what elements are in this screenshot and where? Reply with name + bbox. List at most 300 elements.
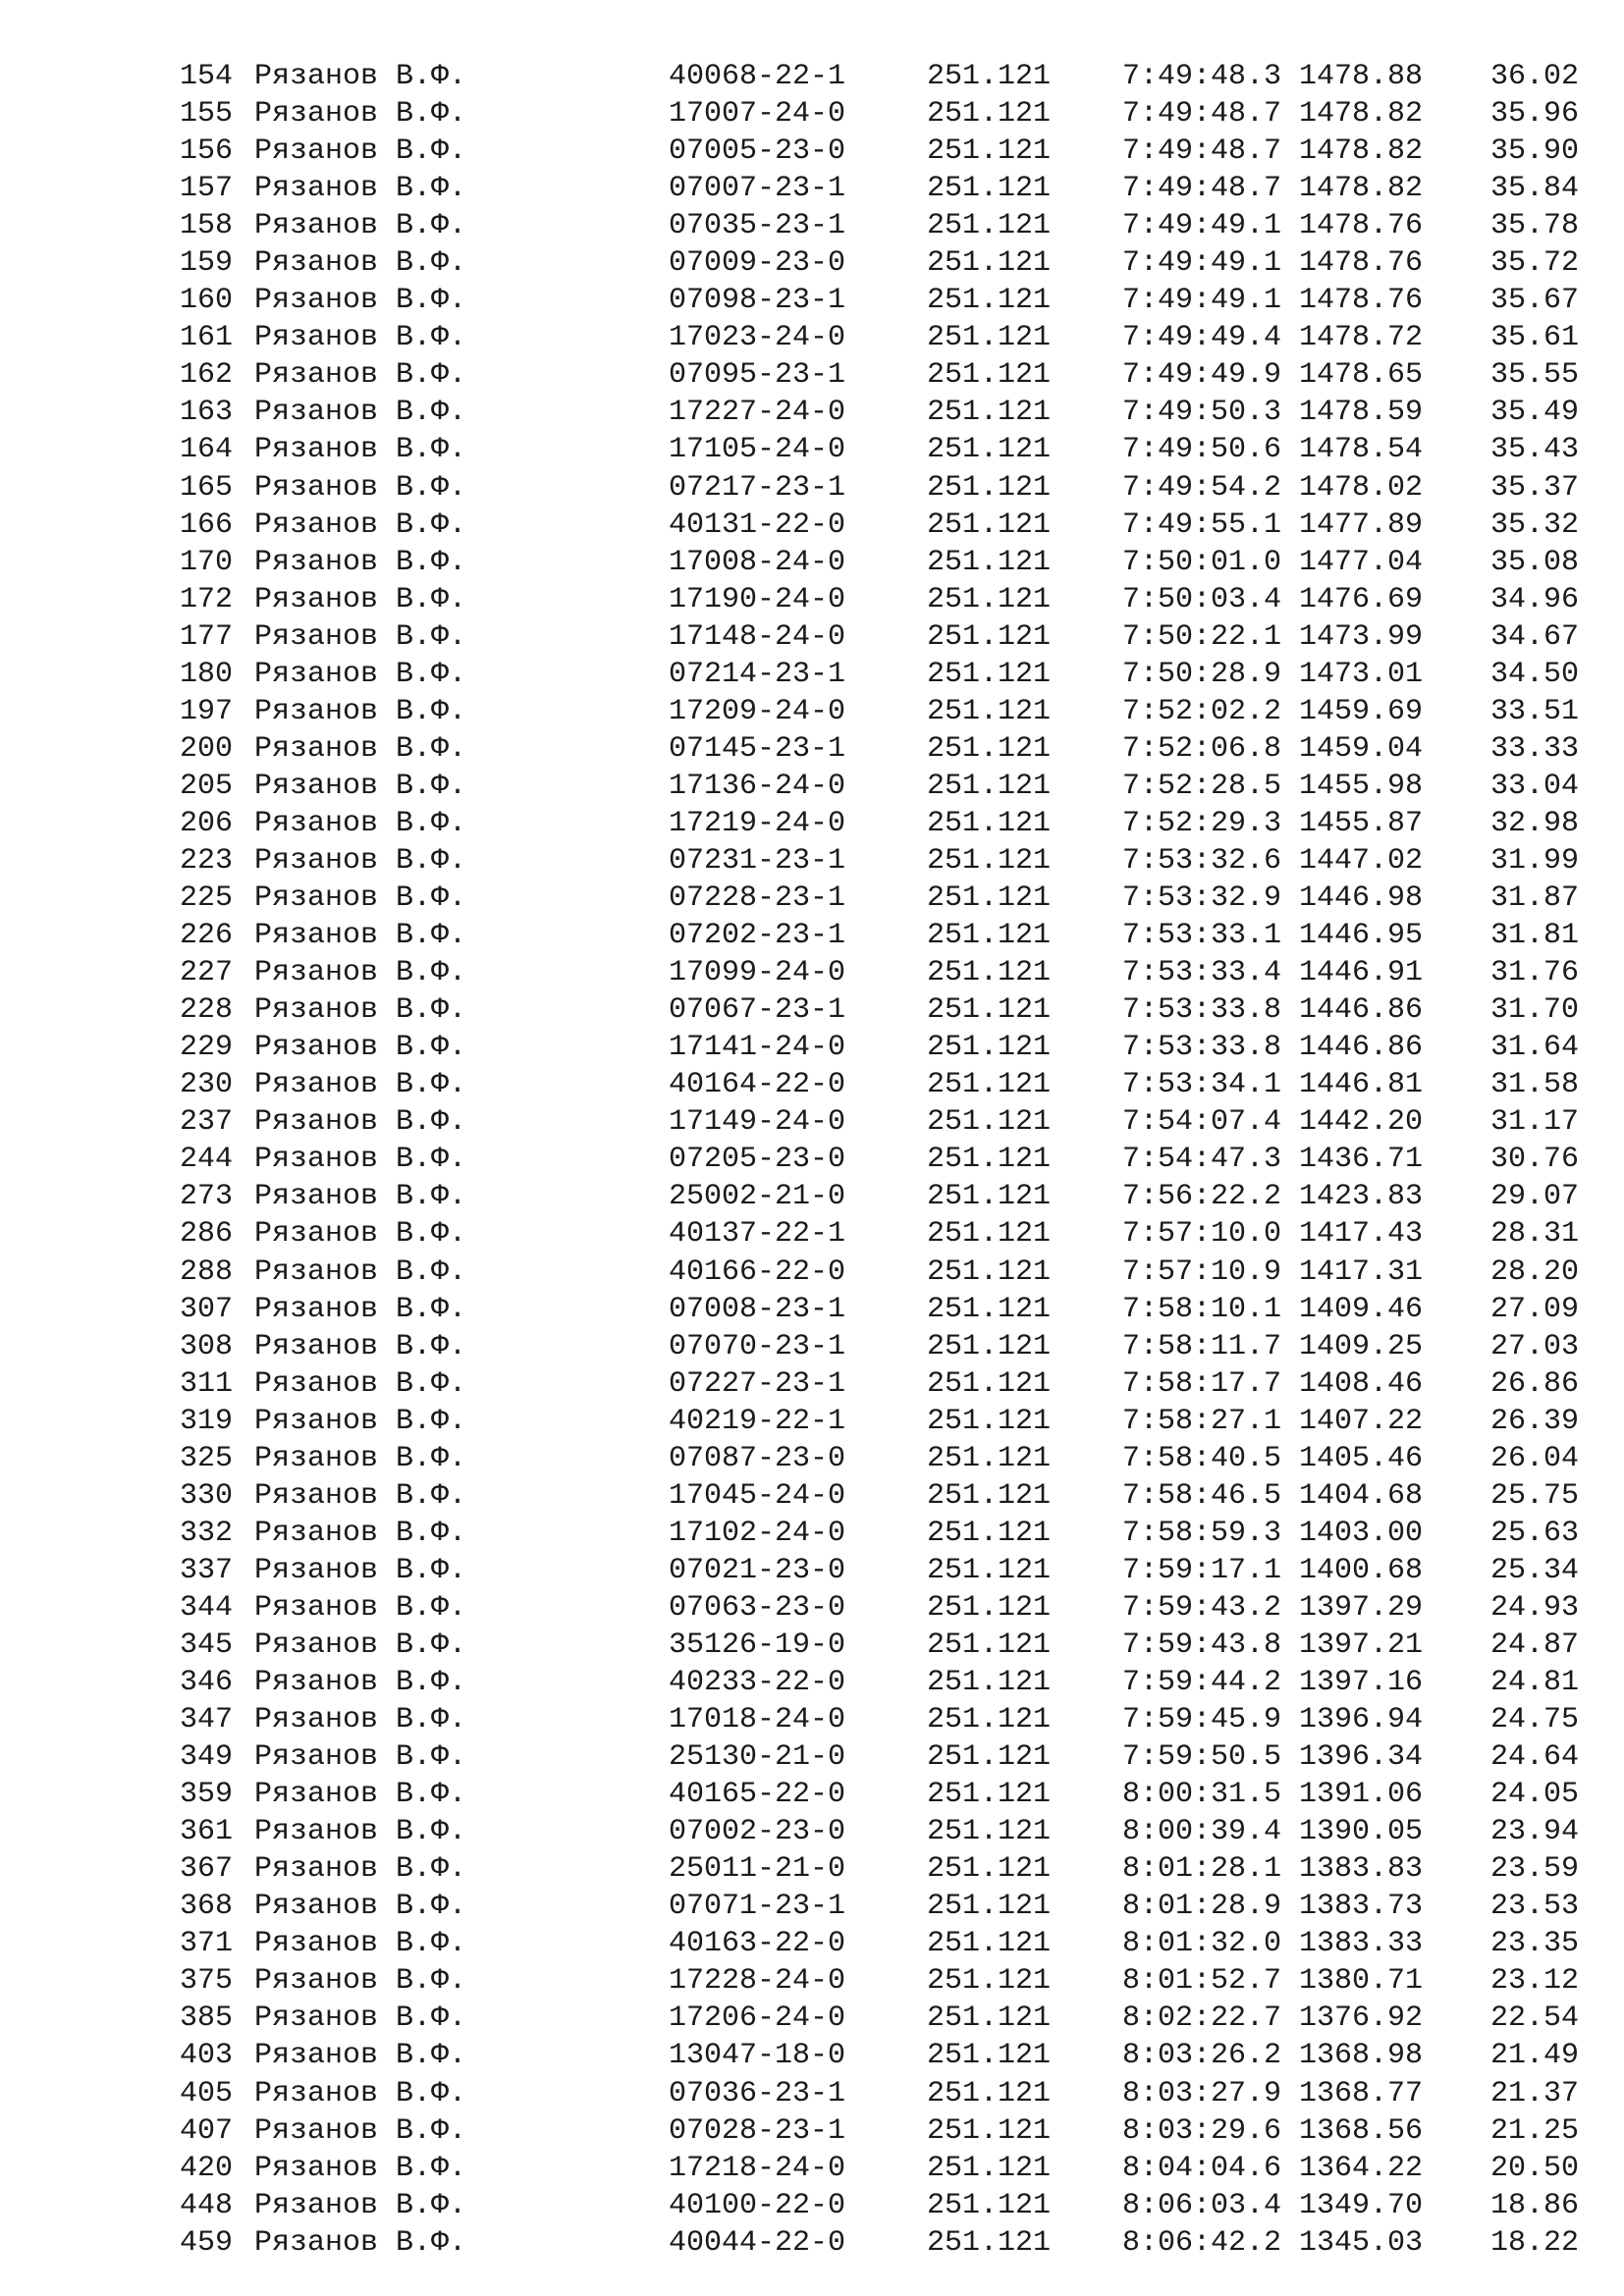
- distance-value: 251.121: [927, 1590, 1052, 1625]
- fancier-name: Рязанов В.Ф.: [254, 919, 467, 953]
- place-number: 346: [179, 1666, 233, 1700]
- place-number: 448: [179, 2188, 233, 2222]
- distance-value: 251.121: [927, 993, 1052, 1028]
- points-value: 31.70: [1489, 993, 1579, 1028]
- table-row: [0, 207, 1624, 244]
- place-number: 230: [179, 1068, 233, 1102]
- ring-number: 07067-23-1: [669, 993, 846, 1028]
- table-row: [0, 282, 1624, 319]
- distance-value: 251.121: [927, 321, 1052, 355]
- speed-value: 1396.34: [1299, 1740, 1424, 1775]
- distance-value: 251.121: [927, 1292, 1052, 1326]
- table-row: [0, 1888, 1624, 1925]
- points-value: 33.51: [1489, 694, 1579, 728]
- place-number: 375: [179, 1964, 233, 1999]
- ring-number: 25002-21-0: [669, 1180, 846, 1214]
- ring-number: 40163-22-0: [669, 1927, 846, 1961]
- fancier-name: Рязанов В.Ф.: [254, 396, 467, 430]
- arrival-time: 7:50:28.9: [1121, 657, 1281, 691]
- distance-value: 251.121: [927, 1703, 1052, 1737]
- table-row: [0, 656, 1624, 693]
- table-row: [0, 1925, 1624, 1962]
- arrival-time: 7:49:49.9: [1121, 358, 1281, 393]
- points-value: 35.72: [1489, 246, 1579, 281]
- ring-number: 17136-24-0: [669, 769, 846, 803]
- arrival-time: 7:58:10.1: [1121, 1292, 1281, 1326]
- table-row: [0, 618, 1624, 656]
- distance-value: 251.121: [927, 209, 1052, 243]
- points-value: 23.59: [1489, 1852, 1579, 1887]
- fancier-name: Рязанов В.Ф.: [254, 1927, 467, 1961]
- arrival-time: 8:01:28.9: [1121, 1890, 1281, 1924]
- table-row: [0, 58, 1624, 95]
- distance-value: 251.121: [927, 60, 1052, 93]
- place-number: 158: [179, 209, 233, 243]
- fancier-name: Рязанов В.Ф.: [254, 358, 467, 393]
- distance-value: 251.121: [927, 433, 1052, 467]
- distance-value: 251.121: [927, 134, 1052, 169]
- fancier-name: Рязанов В.Ф.: [254, 1964, 467, 1999]
- arrival-time: 7:49:48.7: [1121, 97, 1281, 132]
- arrival-time: 7:49:54.2: [1121, 470, 1281, 505]
- points-value: 31.58: [1489, 1068, 1579, 1102]
- table-row: [0, 1850, 1624, 1888]
- table-row: [0, 1254, 1624, 1291]
- ring-number: 07095-23-1: [669, 358, 846, 393]
- fancier-name: Рязанов В.Ф.: [254, 1516, 467, 1550]
- table-row: [0, 1215, 1624, 1253]
- table-row: [0, 917, 1624, 954]
- fancier-name: Рязанов В.Ф.: [254, 2113, 467, 2148]
- speed-value: 1477.89: [1299, 507, 1424, 542]
- points-value: 25.75: [1489, 1478, 1579, 1513]
- arrival-time: 8:01:28.1: [1121, 1852, 1281, 1887]
- table-row: [0, 2000, 1624, 2037]
- speed-value: 1368.56: [1299, 2113, 1424, 2148]
- place-number: 165: [179, 470, 233, 505]
- fancier-name: Рязанов В.Ф.: [254, 2151, 467, 2185]
- points-value: 20.50: [1489, 2151, 1579, 2185]
- distance-value: 251.121: [927, 657, 1052, 691]
- ring-number: 17219-24-0: [669, 806, 846, 840]
- ring-number: 17206-24-0: [669, 2002, 846, 2036]
- place-number: 228: [179, 993, 233, 1028]
- table-row: [0, 431, 1624, 468]
- place-number: 172: [179, 582, 233, 616]
- points-value: 23.12: [1489, 1964, 1579, 1999]
- ring-number: 40233-22-0: [669, 1666, 846, 1700]
- ring-number: 40100-22-0: [669, 2188, 846, 2222]
- place-number: 347: [179, 1703, 233, 1737]
- place-number: 332: [179, 1516, 233, 1550]
- speed-value: 1446.91: [1299, 956, 1424, 990]
- speed-value: 1478.54: [1299, 433, 1424, 467]
- ring-number: 25130-21-0: [669, 1740, 846, 1775]
- ring-number: 17218-24-0: [669, 2151, 846, 2185]
- arrival-time: 7:52:02.2: [1121, 694, 1281, 728]
- arrival-time: 7:49:48.3: [1121, 60, 1281, 93]
- ring-number: 07063-23-0: [669, 1590, 846, 1625]
- speed-value: 1446.98: [1299, 881, 1424, 916]
- table-row: [0, 1066, 1624, 1103]
- distance-value: 251.121: [927, 1217, 1052, 1252]
- speed-value: 1404.68: [1299, 1478, 1424, 1513]
- table-row: [0, 1141, 1624, 1178]
- ring-number: 17018-24-0: [669, 1703, 846, 1737]
- points-value: 25.63: [1489, 1516, 1579, 1550]
- place-number: 330: [179, 1478, 233, 1513]
- arrival-time: 8:01:32.0: [1121, 1927, 1281, 1961]
- speed-value: 1459.04: [1299, 731, 1424, 766]
- ring-number: 17228-24-0: [669, 1964, 846, 1999]
- distance-value: 251.121: [927, 1478, 1052, 1513]
- speed-value: 1409.46: [1299, 1292, 1424, 1326]
- speed-value: 1478.59: [1299, 396, 1424, 430]
- distance-value: 251.121: [927, 769, 1052, 803]
- table-row: [0, 693, 1624, 730]
- place-number: 157: [179, 172, 233, 206]
- distance-value: 251.121: [927, 1927, 1052, 1961]
- table-row: [0, 1664, 1624, 1701]
- place-number: 225: [179, 881, 233, 916]
- arrival-time: 8:03:27.9: [1121, 2076, 1281, 2110]
- fancier-name: Рязанов В.Ф.: [254, 1852, 467, 1887]
- fancier-name: Рязанов В.Ф.: [254, 97, 467, 132]
- distance-value: 251.121: [927, 1815, 1052, 1849]
- points-value: 35.61: [1489, 321, 1579, 355]
- points-value: 35.67: [1489, 284, 1579, 318]
- place-number: 319: [179, 1404, 233, 1438]
- fancier-name: Рязанов В.Ф.: [254, 657, 467, 691]
- speed-value: 1446.86: [1299, 993, 1424, 1028]
- ring-number: 13047-18-0: [669, 2039, 846, 2073]
- fancier-name: Рязанов В.Ф.: [254, 1105, 467, 1140]
- speed-value: 1376.92: [1299, 2002, 1424, 2036]
- speed-value: 1397.29: [1299, 1590, 1424, 1625]
- ring-number: 07009-23-0: [669, 246, 846, 281]
- arrival-time: 7:52:06.8: [1121, 731, 1281, 766]
- ring-number: 07098-23-1: [669, 284, 846, 318]
- points-value: 21.49: [1489, 2039, 1579, 2073]
- arrival-time: 7:59:17.1: [1121, 1553, 1281, 1587]
- points-value: 34.50: [1489, 657, 1579, 691]
- place-number: 420: [179, 2151, 233, 2185]
- arrival-time: 7:59:43.8: [1121, 1628, 1281, 1662]
- ring-number: 07145-23-1: [669, 731, 846, 766]
- ring-number: 07214-23-1: [669, 657, 846, 691]
- fancier-name: Рязанов В.Ф.: [254, 172, 467, 206]
- speed-value: 1478.72: [1299, 321, 1424, 355]
- fancier-name: Рязанов В.Ф.: [254, 1553, 467, 1587]
- distance-value: 251.121: [927, 582, 1052, 616]
- place-number: 286: [179, 1217, 233, 1252]
- arrival-time: 8:06:42.2: [1121, 2225, 1281, 2260]
- fancier-name: Рязанов В.Ф.: [254, 1666, 467, 1700]
- arrival-time: 8:04:04.6: [1121, 2151, 1281, 2185]
- table-row: [0, 880, 1624, 917]
- points-value: 24.64: [1489, 1740, 1579, 1775]
- arrival-time: 8:06:03.4: [1121, 2188, 1281, 2222]
- arrival-time: 7:59:44.2: [1121, 1666, 1281, 1700]
- distance-value: 251.121: [927, 1404, 1052, 1438]
- place-number: 227: [179, 956, 233, 990]
- fancier-name: Рязанов В.Ф.: [254, 993, 467, 1028]
- place-number: 206: [179, 806, 233, 840]
- fancier-name: Рязанов В.Ф.: [254, 545, 467, 579]
- distance-value: 251.121: [927, 619, 1052, 654]
- points-value: 35.37: [1489, 470, 1579, 505]
- points-value: 35.32: [1489, 507, 1579, 542]
- place-number: 154: [179, 60, 233, 93]
- ring-number: 17045-24-0: [669, 1478, 846, 1513]
- speed-value: 1397.21: [1299, 1628, 1424, 1662]
- distance-value: 251.121: [927, 2039, 1052, 2073]
- arrival-time: 7:59:45.9: [1121, 1703, 1281, 1737]
- ring-number: 40165-22-0: [669, 1778, 846, 1812]
- place-number: 459: [179, 2225, 233, 2260]
- speed-value: 1400.68: [1299, 1553, 1424, 1587]
- place-number: 349: [179, 1740, 233, 1775]
- table-row: [0, 1776, 1624, 1813]
- place-number: 325: [179, 1441, 233, 1475]
- distance-value: 251.121: [927, 919, 1052, 953]
- place-number: 166: [179, 507, 233, 542]
- distance-value: 251.121: [927, 1890, 1052, 1924]
- arrival-time: 8:02:22.7: [1121, 2002, 1281, 2036]
- ring-number: 40068-22-1: [669, 60, 846, 93]
- arrival-time: 7:49:49.4: [1121, 321, 1281, 355]
- table-row: [0, 2224, 1624, 2262]
- distance-value: 251.121: [927, 694, 1052, 728]
- ring-number: 07005-23-0: [669, 134, 846, 169]
- ring-number: 17209-24-0: [669, 694, 846, 728]
- ring-number: 17007-24-0: [669, 97, 846, 132]
- ring-number: 07087-23-0: [669, 1441, 846, 1475]
- place-number: 368: [179, 1890, 233, 1924]
- arrival-time: 7:58:17.7: [1121, 1366, 1281, 1401]
- arrival-time: 7:50:22.1: [1121, 619, 1281, 654]
- place-number: 367: [179, 1852, 233, 1887]
- speed-value: 1396.94: [1299, 1703, 1424, 1737]
- table-row: [0, 95, 1624, 133]
- ring-number: 17227-24-0: [669, 396, 846, 430]
- table-row: [0, 581, 1624, 618]
- arrival-time: 7:53:33.4: [1121, 956, 1281, 990]
- points-value: 24.87: [1489, 1628, 1579, 1662]
- distance-value: 251.121: [927, 2113, 1052, 2148]
- fancier-name: Рязанов В.Ф.: [254, 1890, 467, 1924]
- fancier-name: Рязанов В.Ф.: [254, 507, 467, 542]
- speed-value: 1417.43: [1299, 1217, 1424, 1252]
- place-number: 405: [179, 2076, 233, 2110]
- arrival-time: 7:58:59.3: [1121, 1516, 1281, 1550]
- table-row: [0, 469, 1624, 507]
- points-value: 35.08: [1489, 545, 1579, 579]
- speed-value: 1383.33: [1299, 1927, 1424, 1961]
- table-row: [0, 1477, 1624, 1515]
- table-row: [0, 244, 1624, 282]
- table-row: [0, 1738, 1624, 1776]
- points-value: 31.76: [1489, 956, 1579, 990]
- speed-value: 1405.46: [1299, 1441, 1424, 1475]
- fancier-name: Рязанов В.Ф.: [254, 321, 467, 355]
- place-number: 337: [179, 1553, 233, 1587]
- points-value: 23.35: [1489, 1927, 1579, 1961]
- speed-value: 1476.69: [1299, 582, 1424, 616]
- fancier-name: Рязанов В.Ф.: [254, 1292, 467, 1326]
- place-number: 308: [179, 1329, 233, 1363]
- arrival-time: 7:49:55.1: [1121, 507, 1281, 542]
- speed-value: 1478.76: [1299, 284, 1424, 318]
- points-value: 35.78: [1489, 209, 1579, 243]
- place-number: 229: [179, 1031, 233, 1065]
- ring-number: 07217-23-1: [669, 470, 846, 505]
- fancier-name: Рязанов В.Ф.: [254, 1778, 467, 1812]
- ring-number: 07007-23-1: [669, 172, 846, 206]
- arrival-time: 7:50:01.0: [1121, 545, 1281, 579]
- place-number: 160: [179, 284, 233, 318]
- fancier-name: Рязанов В.Ф.: [254, 694, 467, 728]
- points-value: 31.99: [1489, 843, 1579, 878]
- arrival-time: 7:49:50.3: [1121, 396, 1281, 430]
- arrival-time: 7:58:46.5: [1121, 1478, 1281, 1513]
- table-row: [0, 2037, 1624, 2074]
- place-number: 407: [179, 2113, 233, 2148]
- distance-value: 251.121: [927, 2076, 1052, 2110]
- ring-number: 40044-22-0: [669, 2225, 846, 2260]
- points-value: 28.20: [1489, 1255, 1579, 1289]
- speed-value: 1446.86: [1299, 1031, 1424, 1065]
- fancier-name: Рязанов В.Ф.: [254, 619, 467, 654]
- arrival-time: 8:03:26.2: [1121, 2039, 1281, 2073]
- place-number: 159: [179, 246, 233, 281]
- speed-value: 1408.46: [1299, 1366, 1424, 1401]
- place-number: 237: [179, 1105, 233, 1140]
- points-value: 23.53: [1489, 1890, 1579, 1924]
- distance-value: 251.121: [927, 545, 1052, 579]
- ring-number: 40219-22-1: [669, 1404, 846, 1438]
- distance-value: 251.121: [927, 396, 1052, 430]
- distance-value: 251.121: [927, 2188, 1052, 2222]
- ring-number: 07071-23-1: [669, 1890, 846, 1924]
- fancier-name: Рязанов В.Ф.: [254, 2076, 467, 2110]
- speed-value: 1345.03: [1299, 2225, 1424, 2260]
- fancier-name: Рязанов В.Ф.: [254, 2225, 467, 2260]
- distance-value: 251.121: [927, 1441, 1052, 1475]
- arrival-time: 7:58:27.1: [1121, 1404, 1281, 1438]
- place-number: 226: [179, 919, 233, 953]
- arrival-time: 7:53:33.8: [1121, 1031, 1281, 1065]
- distance-value: 251.121: [927, 358, 1052, 393]
- speed-value: 1417.31: [1299, 1255, 1424, 1289]
- points-value: 34.96: [1489, 582, 1579, 616]
- table-row: [0, 954, 1624, 991]
- speed-value: 1383.83: [1299, 1852, 1424, 1887]
- table-row: [0, 1365, 1624, 1403]
- arrival-time: 7:50:03.4: [1121, 582, 1281, 616]
- place-number: 307: [179, 1292, 233, 1326]
- speed-value: 1459.69: [1299, 694, 1424, 728]
- fancier-name: Рязанов В.Ф.: [254, 1255, 467, 1289]
- speed-value: 1478.02: [1299, 470, 1424, 505]
- points-value: 21.25: [1489, 2113, 1579, 2148]
- speed-value: 1478.82: [1299, 97, 1424, 132]
- speed-value: 1455.87: [1299, 806, 1424, 840]
- ring-number: 17099-24-0: [669, 956, 846, 990]
- distance-value: 251.121: [927, 1666, 1052, 1700]
- fancier-name: Рязанов В.Ф.: [254, 1329, 467, 1363]
- ring-number: 17105-24-0: [669, 433, 846, 467]
- points-value: 29.07: [1489, 1180, 1579, 1214]
- place-number: 371: [179, 1927, 233, 1961]
- fancier-name: Рязанов В.Ф.: [254, 1366, 467, 1401]
- points-value: 27.09: [1489, 1292, 1579, 1326]
- fancier-name: Рязанов В.Ф.: [254, 843, 467, 878]
- points-value: 35.96: [1489, 97, 1579, 132]
- table-row: [0, 1178, 1624, 1215]
- fancier-name: Рязанов В.Ф.: [254, 134, 467, 169]
- table-row: [0, 133, 1624, 170]
- arrival-time: 7:53:32.9: [1121, 881, 1281, 916]
- distance-value: 251.121: [927, 2225, 1052, 2260]
- arrival-time: 7:49:49.1: [1121, 246, 1281, 281]
- place-number: 163: [179, 396, 233, 430]
- fancier-name: Рязанов В.Ф.: [254, 2039, 467, 2073]
- table-row: [0, 805, 1624, 842]
- place-number: 288: [179, 1255, 233, 1289]
- table-row: [0, 394, 1624, 431]
- speed-value: 1380.71: [1299, 1964, 1424, 1999]
- place-number: 361: [179, 1815, 233, 1849]
- place-number: 223: [179, 843, 233, 878]
- speed-value: 1478.82: [1299, 134, 1424, 169]
- table-row: [0, 1403, 1624, 1440]
- ring-number: 07035-23-1: [669, 209, 846, 243]
- distance-value: 251.121: [927, 246, 1052, 281]
- arrival-time: 7:49:50.6: [1121, 433, 1281, 467]
- arrival-time: 7:54:07.4: [1121, 1105, 1281, 1140]
- ring-number: 17023-24-0: [669, 321, 846, 355]
- speed-value: 1478.88: [1299, 60, 1424, 93]
- table-row: [0, 356, 1624, 394]
- table-row: [0, 1029, 1624, 1066]
- table-row: [0, 319, 1624, 356]
- distance-value: 251.121: [927, 2002, 1052, 2036]
- ring-number: 07227-23-1: [669, 1366, 846, 1401]
- place-number: 344: [179, 1590, 233, 1625]
- points-value: 27.03: [1489, 1329, 1579, 1363]
- place-number: 180: [179, 657, 233, 691]
- points-value: 32.98: [1489, 806, 1579, 840]
- arrival-time: 7:53:33.1: [1121, 919, 1281, 953]
- fancier-name: Рязанов В.Ф.: [254, 1628, 467, 1662]
- arrival-time: 8:00:39.4: [1121, 1815, 1281, 1849]
- place-number: 311: [179, 1366, 233, 1401]
- speed-value: 1364.22: [1299, 2151, 1424, 2185]
- arrival-time: 8:03:29.6: [1121, 2113, 1281, 2148]
- fancier-name: Рязанов В.Ф.: [254, 433, 467, 467]
- speed-value: 1349.70: [1299, 2188, 1424, 2222]
- ring-number: 07205-23-0: [669, 1143, 846, 1177]
- points-value: 25.34: [1489, 1553, 1579, 1587]
- arrival-time: 7:57:10.0: [1121, 1217, 1281, 1252]
- table-row: [0, 544, 1624, 581]
- table-row: [0, 1552, 1624, 1589]
- arrival-time: 7:58:40.5: [1121, 1441, 1281, 1475]
- speed-value: 1383.73: [1299, 1890, 1424, 1924]
- distance-value: 251.121: [927, 1105, 1052, 1140]
- fancier-name: Рязанов В.Ф.: [254, 246, 467, 281]
